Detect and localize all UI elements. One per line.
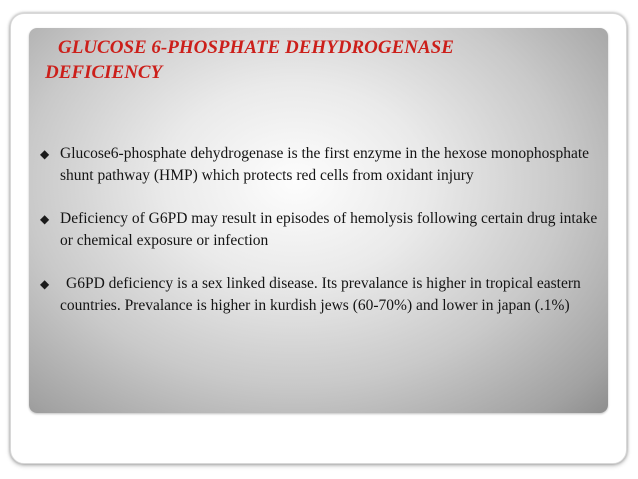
bullet-text: G6PD deficiency is a sex linked disease. Its prevalance is higher in tropical eastern countries. Prevalance is higher in kurdish jews (60-70%) and lower in japan (.1%) (60, 275, 581, 314)
bullet-list (40, 143, 600, 338)
diamond-bullet-icon: ◆ (40, 212, 50, 226)
slide-title-line-1: GLUCOSE 6-PHOSPHATE DEHYDROGENASE (58, 37, 454, 58)
diamond-bullet-icon: ◆ (40, 147, 50, 161)
bullet-text: Deficiency of G6PD may result in episodes of hemolysis following certain drug intake or chemical exposure or infection (60, 210, 598, 249)
bullet-text: Glucose6-phosphate dehydrogenase is the first enzyme in the hexose monophosphate shunt pathway (HMP) which protects red cells from oxidant injury (60, 145, 590, 184)
slide-title (45, 35, 454, 85)
bullet-item (40, 208, 600, 252)
bullet-item (40, 143, 600, 187)
diamond-bullet-icon: ◆ (40, 277, 50, 291)
slide-title-line-2: DEFICIENCY (45, 62, 163, 83)
bullet-item (40, 273, 600, 317)
